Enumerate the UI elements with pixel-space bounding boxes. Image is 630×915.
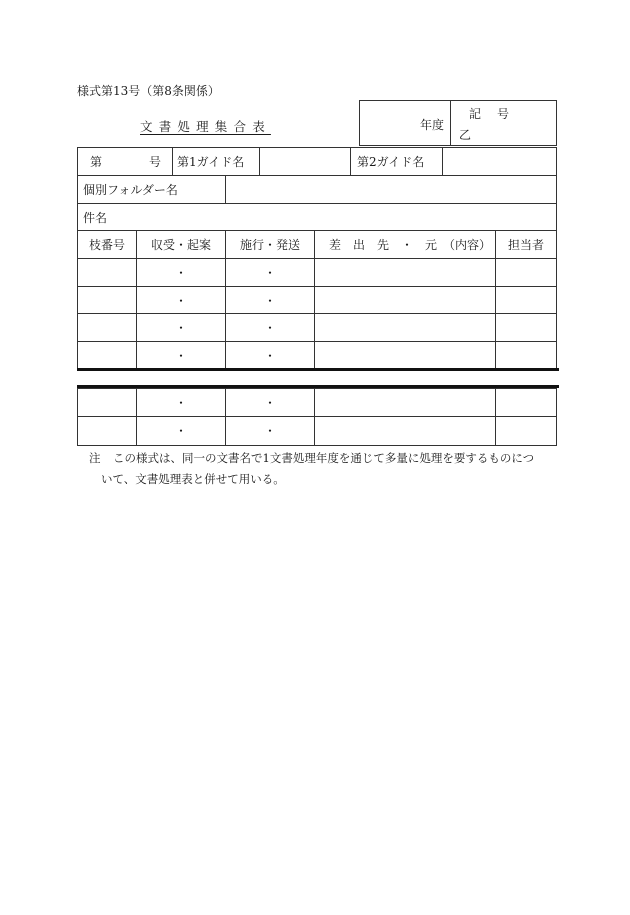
table-row bbox=[78, 314, 556, 342]
table-header-row bbox=[78, 231, 556, 259]
number-last-label: 号 bbox=[149, 155, 162, 169]
folder-label: 個別フォルダー名 bbox=[83, 183, 178, 197]
enforce-cell[interactable]: ・ bbox=[225, 259, 314, 286]
receipt-cell[interactable]: ・ bbox=[136, 389, 225, 416]
receipt-cell[interactable]: ・ bbox=[136, 287, 225, 313]
guide-row bbox=[78, 148, 556, 176]
person-cell[interactable] bbox=[495, 314, 556, 341]
year-box bbox=[359, 100, 450, 146]
header-receipt: 収受・起案 bbox=[136, 231, 225, 258]
table-row bbox=[78, 389, 556, 417]
enforce-cell[interactable]: ・ bbox=[225, 389, 314, 416]
receipt-cell[interactable]: ・ bbox=[136, 259, 225, 286]
document-table bbox=[77, 147, 557, 370]
branch-cell[interactable] bbox=[78, 389, 136, 416]
header-person: 担当者 bbox=[495, 231, 556, 258]
note-line-2: いて、文書処理表と併せて用いる。 bbox=[101, 472, 285, 486]
folder-value-cell[interactable] bbox=[225, 176, 556, 203]
enforce-cell[interactable]: ・ bbox=[225, 342, 314, 369]
branch-cell[interactable] bbox=[78, 287, 136, 313]
person-cell[interactable] bbox=[495, 342, 556, 369]
branch-cell[interactable] bbox=[78, 417, 136, 445]
branch-cell[interactable] bbox=[78, 259, 136, 286]
enforce-cell[interactable]: ・ bbox=[225, 287, 314, 313]
destination-cell[interactable] bbox=[314, 342, 495, 369]
person-cell[interactable] bbox=[495, 287, 556, 313]
number-first-label: 第 bbox=[90, 155, 103, 169]
header-branch: 枝番号 bbox=[88, 238, 125, 252]
destination-cell[interactable] bbox=[314, 389, 495, 416]
form-title: 文書処理集合表 bbox=[140, 119, 271, 134]
guide2-value-cell[interactable] bbox=[442, 148, 556, 175]
document-table-continued bbox=[77, 388, 557, 446]
row-break-separator bbox=[77, 368, 559, 388]
person-cell[interactable] bbox=[495, 389, 556, 416]
note-line-1: この様式は、同一の文書名で1文書処理年度を通じて多量に処理を要するものにつ bbox=[113, 451, 535, 465]
enforce-cell[interactable]: ・ bbox=[225, 314, 314, 341]
person-cell[interactable] bbox=[495, 417, 556, 445]
break-line-top bbox=[77, 368, 559, 371]
guide1-label: 第1ガイド名 bbox=[177, 155, 245, 169]
form-number: 様式第13号（第8条関係） bbox=[77, 84, 220, 98]
header-destination: 差 出 先 ・ 元 （内容） bbox=[314, 231, 495, 258]
table-row bbox=[78, 287, 556, 314]
header-enforce: 施行・発送 bbox=[225, 231, 314, 258]
person-cell[interactable] bbox=[495, 259, 556, 286]
subject-row bbox=[78, 204, 556, 231]
receipt-cell[interactable]: ・ bbox=[136, 342, 225, 369]
table-row bbox=[78, 342, 556, 369]
enforce-cell[interactable]: ・ bbox=[225, 417, 314, 445]
receipt-cell[interactable]: ・ bbox=[136, 417, 225, 445]
guide2-label-cell bbox=[350, 148, 442, 175]
record-value: 乙 bbox=[459, 128, 472, 142]
year-label: 年度 bbox=[419, 118, 444, 132]
folder-row bbox=[78, 176, 556, 204]
destination-cell[interactable] bbox=[314, 287, 495, 313]
subject-label: 件名 bbox=[83, 211, 108, 225]
destination-cell[interactable] bbox=[314, 417, 495, 445]
receipt-cell[interactable]: ・ bbox=[136, 314, 225, 341]
note-mark: 注 bbox=[89, 451, 101, 465]
record-label: 記 号 bbox=[469, 107, 512, 121]
branch-cell[interactable] bbox=[78, 314, 136, 341]
branch-cell[interactable] bbox=[78, 342, 136, 369]
destination-cell[interactable] bbox=[314, 259, 495, 286]
guide2-label: 第2ガイド名 bbox=[357, 155, 425, 169]
table-row bbox=[78, 259, 556, 287]
guide1-label-cell bbox=[172, 148, 259, 175]
table-row bbox=[78, 417, 556, 445]
destination-cell[interactable] bbox=[314, 314, 495, 341]
guide1-value-cell[interactable] bbox=[259, 148, 350, 175]
record-box bbox=[450, 100, 557, 146]
